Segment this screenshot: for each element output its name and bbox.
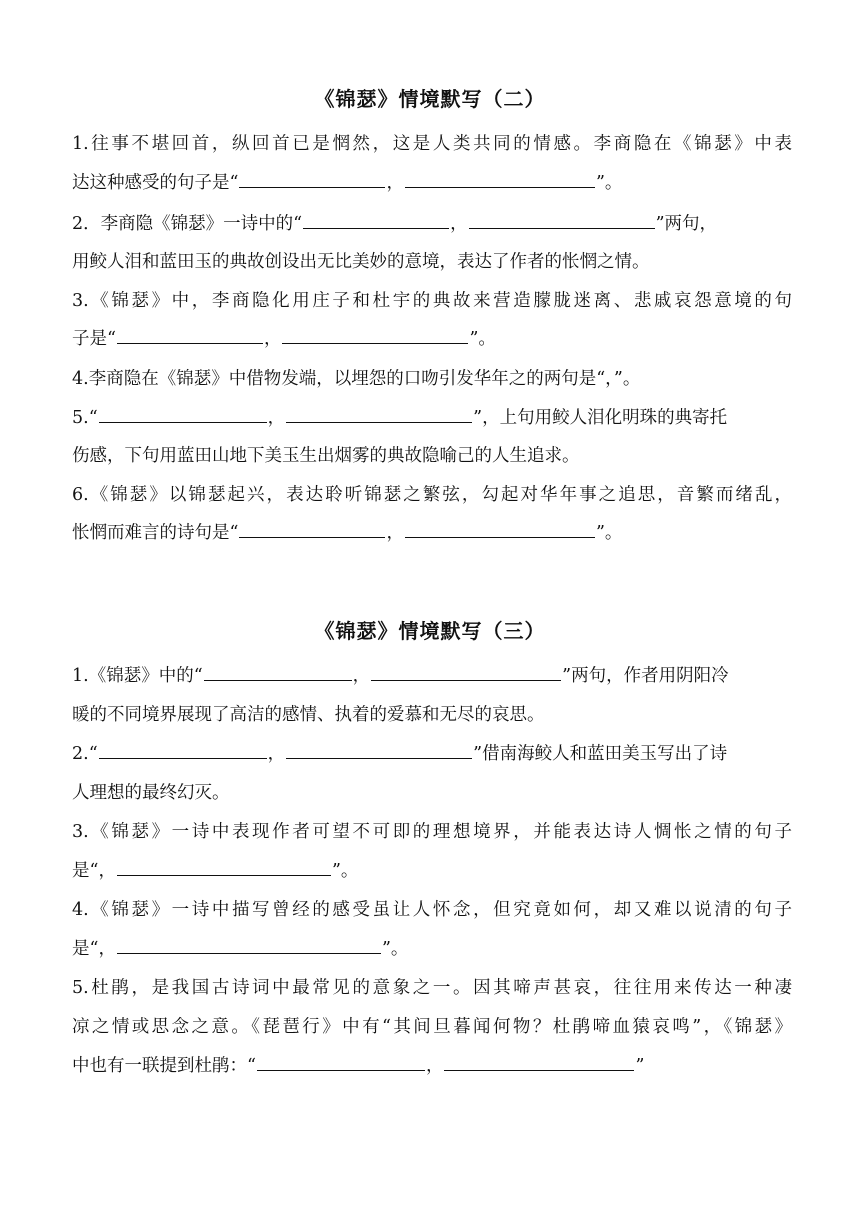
answer-blank[interactable] [469,227,655,229]
answer-blank[interactable] [286,421,472,423]
s2-q2-line2: 用鲛人泪和蓝田玉的典故创设出无比美妙的意境，表达了作者的怅惘之情。 [72,252,650,272]
answer-blank[interactable] [239,186,385,188]
answer-blank[interactable] [405,536,595,538]
answer-blank[interactable] [303,227,449,229]
answer-blank[interactable] [405,186,595,188]
answer-blank[interactable] [286,757,472,759]
s3-q2-line1: 2.“ ， ”借南海鲛人和蓝田美玉写出了诗 [72,744,728,764]
s3-q5-line1: 5.杜鹃，是我国古诗词中最常见的意象之一。因其啼声甚哀，往往用来传达一种凄 [72,978,792,998]
answer-blank[interactable] [117,952,381,954]
answer-blank[interactable] [444,1069,634,1071]
answer-blank[interactable] [282,342,468,344]
section-2-title: 《锦瑟》情境默写（二） [314,87,546,111]
answer-blank[interactable] [99,421,267,423]
s2-q1-line1: 1.往事不堪回首，纵回首已是惘然，这是人类共同的情感。李商隐在《锦瑟》中表 [72,134,792,154]
answer-blank[interactable] [257,1069,425,1071]
s3-q5-line2: 凉之情或思念之意。《琵琶行》中有“其间旦暮闻何物？杜鹃啼血猿哀鸣”，《锦瑟》 [72,1017,792,1037]
s3-q1-line1: 1.《锦瑟》中的“ ， ”两句，作者用阴阳冷 [72,666,729,686]
s2-q3-line1: 3.《锦瑟》中，李商隐化用庄子和杜宇的典故来营造朦胧迷离、悲戚哀怨意境的句 [72,291,792,311]
answer-blank[interactable] [117,342,263,344]
s3-q3-line2: 是“， ”。 [72,861,359,881]
s3-q1-line2: 暖的不同境界展现了高洁的感情、执着的爱慕和无尽的哀思。 [72,705,545,725]
s3-q4-line1: 4.《锦瑟》一诗中描写曾经的感受虽让人怀念，但究竟如何，却又难以说清的句子 [72,900,792,920]
answer-blank[interactable] [371,679,561,681]
s2-q3-line2: 子是“ ， ”。 [72,329,496,349]
s3-q3-line1: 3.《锦瑟》一诗中表现作者可望不可即的理想境界，并能表达诗人惆怅之情的句子 [72,822,792,842]
section-3-title: 《锦瑟》情境默写（三） [314,619,546,643]
answer-blank[interactable] [99,757,267,759]
s2-q2-line1: 2．李商隐《锦瑟》一诗中的“ ， ”两句， [72,214,718,234]
s2-q5-line2: 伤感，下句用蓝田山地下美玉生出烟雾的典故隐喻己的人生追求。 [72,446,580,466]
answer-blank[interactable] [117,874,331,876]
s3-q4-line2: 是“， ”。 [72,939,409,959]
s3-q5-line3: 中也有一联提到杜鹃：“ ， ” [72,1056,645,1076]
s3-q2-line2: 人理想的最终幻灭。 [72,783,230,803]
answer-blank[interactable] [204,679,352,681]
s2-q6-line1: 6.《锦瑟》以锦瑟起兴，表达聆听锦瑟之繁弦，勾起对华年事之追思，音繁而绪乱， [72,485,792,505]
s2-q4-line1: 4.李商隐在《锦瑟》中借物发端，以埋怨的口吻引发华年之的两句是“，”。 [72,369,641,389]
s2-q1-line2: 达这种感受的句子是“ ， ”。 [72,173,623,193]
s2-q5-line1: 5.“ ， ”，上句用鲛人泪化明珠的典寄托 [72,408,728,428]
answer-blank[interactable] [239,536,385,538]
s2-q6-line2: 怅惘而难言的诗句是“ ， ”。 [72,523,623,543]
